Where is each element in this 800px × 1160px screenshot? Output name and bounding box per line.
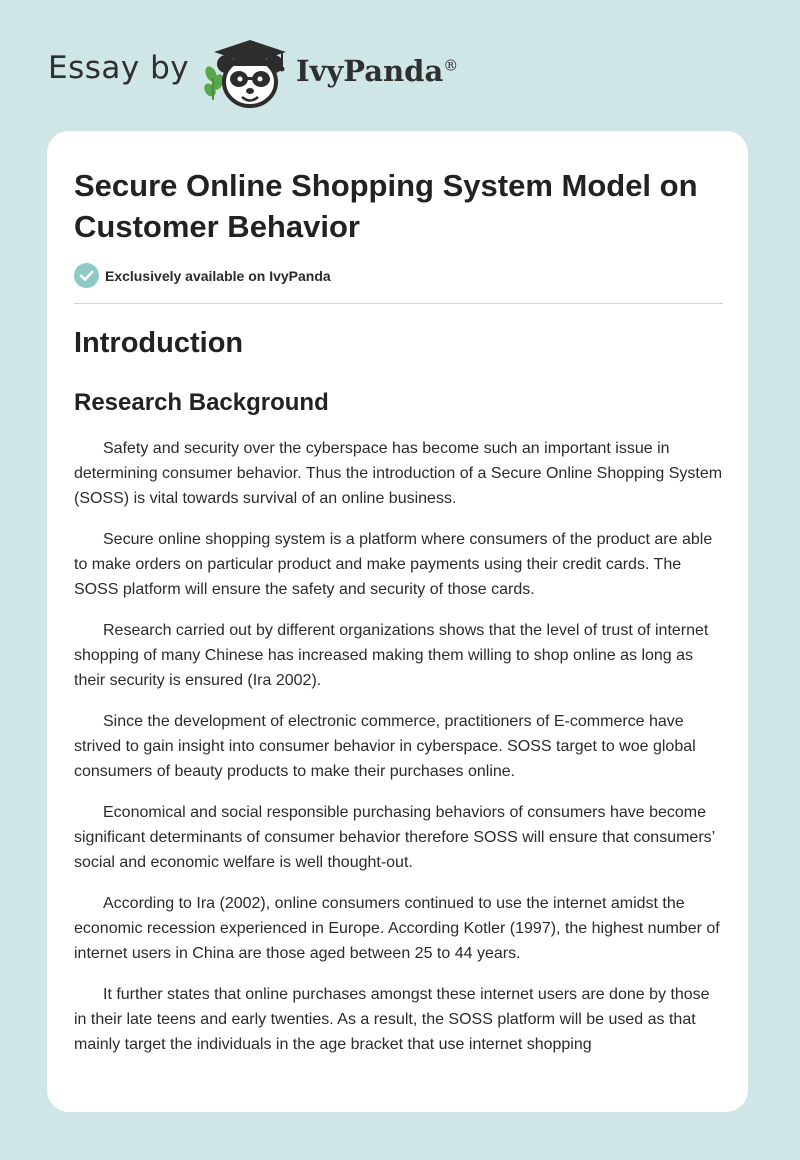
brand-name <box>296 54 458 88</box>
essay-card <box>47 131 748 1112</box>
brand-prefix: Essay by <box>48 50 190 86</box>
registered-mark: ® <box>443 56 459 75</box>
paragraph: Secure online shopping system is a platform where consumers of the product are able to make orders on particular product and make payments using their credit cards. The SOSS platform will ensure the safety and security of those cards. <box>74 531 713 598</box>
brand-header[interactable] <box>48 34 508 114</box>
subsection-heading: Research Background <box>74 389 329 416</box>
essay-title: Secure Online Shopping System Model on Customer Behavior <box>74 168 698 244</box>
divider <box>74 303 723 304</box>
essay-body <box>74 436 726 1073</box>
check-circle-icon <box>74 263 99 288</box>
paragraph: Economical and social responsible purchasing behaviors of consumers have become significant determinants of consumer behavior therefore SOSS will ensure that consumers’ social and economic welfare is well thought-out. <box>74 804 715 871</box>
panda-graduate-logo-icon <box>202 34 298 112</box>
exclusive-badge-text: Exclusively available on IvyPanda <box>105 268 331 284</box>
paragraph: Safety and security over the cyberspace has become such an important issue in determining consumer behavior. Thus the introduction of a Secure Online Shopping System (SOSS) is vital towards survival of an online business. <box>74 440 723 507</box>
paragraph: According to Ira (2002), online consumers continued to use the internet amidst the economic recession experienced in Europe. According Kotler (1997), the highest number of internet users in China are those aged between 25 to 44 years. <box>74 895 720 962</box>
exclusive-badge <box>74 263 474 289</box>
paragraph: It further states that online purchases amongst these internet users are done by those in their late teens and early twenties. As a result, the SOSS platform will be used as that mainly target the individuals in the age bracket that use internet shopping <box>74 986 710 1053</box>
paragraph: Since the development of electronic commerce, practitioners of E-commerce have strived to gain insight into consumer behavior in cyberspace. SOSS target to woe global consumers of beauty products to make their purchases online. <box>74 713 696 780</box>
paragraph: Research carried out by different organizations shows that the level of trust of internet shopping of many Chinese has increased making them willing to shop online as long as their security is ensured (Ira 2002). <box>74 622 709 689</box>
brand-name-text: IvyPanda <box>296 54 444 88</box>
section-heading: Introduction <box>74 327 244 359</box>
